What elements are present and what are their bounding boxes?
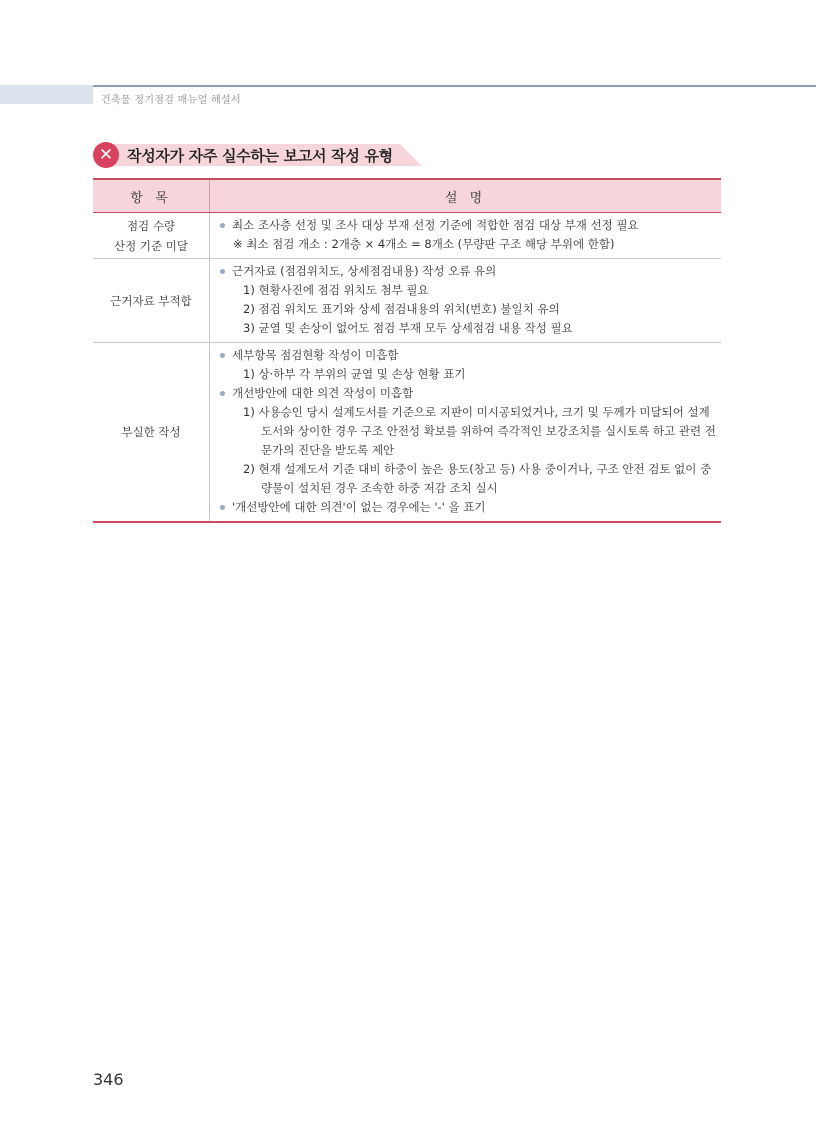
numbered-item: 1) 상·하부 각 부위의 균열 및 손상 현황 표기 bbox=[243, 367, 466, 381]
numbered-item: 2) 점검 위치도 표기와 상세 점검내용의 위치(번호) 불일치 유의 bbox=[243, 302, 560, 316]
table-body bbox=[93, 213, 721, 523]
row-label bbox=[93, 259, 210, 343]
row-label-line: 부실한 작성 bbox=[121, 425, 181, 439]
bullet-item: 세부항목 점검현황 작성이 미흡함 bbox=[218, 346, 717, 365]
header-item: 항 목 bbox=[93, 179, 210, 213]
table-row bbox=[93, 259, 721, 343]
bullet-item: '개선방안에 대한 의견'이 없는 경우에는 '-' 을 표기 bbox=[218, 498, 717, 517]
section-heading bbox=[93, 142, 393, 168]
row-description bbox=[210, 259, 722, 343]
bullet-item: 근거자료 (점검위치도, 상세점검내용) 작성 오류 유의 bbox=[218, 262, 717, 281]
header-accent-bar bbox=[0, 85, 93, 104]
row-label bbox=[93, 213, 210, 259]
numbered-item: 1) 사용승인 당시 설계도서를 기준으로 지판이 미시공되었거나, 크기 및 두께가 미달되어 설계도서와 상이한 경우 구조 안전성 확보를 위하여 즉각적인 보강조치를 실시토록 하고 관련 전문가의 진단을 받도록 제안 bbox=[243, 405, 716, 457]
numbered-item: 2) 현재 설계도서 기준 대비 하중이 높은 용도(창고 등) 사용 중이거나, 구조 안전 검토 없이 중량물이 설치된 경우 조속한 하중 저감 조치 실시 bbox=[243, 462, 712, 495]
numbered-item: 3) 균열 및 손상이 없어도 점검 부재 모두 상세점검 내용 작성 필요 bbox=[243, 321, 573, 335]
page-number: 346 bbox=[93, 1070, 124, 1089]
x-circle-icon: ✕ bbox=[93, 142, 119, 168]
section-title: 작성자가 자주 실수하는 보고서 작성 유형 bbox=[127, 146, 393, 165]
row-label-line: 점검 수량 bbox=[126, 218, 176, 233]
note-item: ※ 최소 점검 개소 : 2개층 × 4개소 = 8개소 (무량판 구조 해당 부위에 한함) bbox=[233, 237, 615, 251]
row-label-line: 산정 기준 미달 bbox=[114, 238, 188, 253]
running-title: 건축물 정기점검 매뉴얼 해설서 bbox=[101, 95, 241, 106]
header-rule bbox=[93, 85, 816, 87]
table-row bbox=[93, 343, 721, 523]
row-label-line: 근거자료 부적합 bbox=[110, 293, 192, 308]
bullet-item: 개선방안에 대한 의견 작성이 미흡함 bbox=[218, 384, 717, 403]
table-row bbox=[93, 213, 721, 259]
row-description bbox=[210, 213, 722, 259]
bullet-item: 최소 조사층 선정 및 조사 대상 부재 선정 기준에 적합한 점검 대상 부재 선정 필요 bbox=[218, 216, 717, 235]
row-description bbox=[210, 343, 722, 523]
header-description: 설 명 bbox=[210, 179, 722, 213]
table-header-row bbox=[93, 179, 721, 213]
mistakes-table bbox=[93, 178, 721, 523]
numbered-item: 1) 현황사진에 점검 위치도 첨부 필요 bbox=[243, 283, 429, 297]
row-label bbox=[93, 343, 210, 523]
